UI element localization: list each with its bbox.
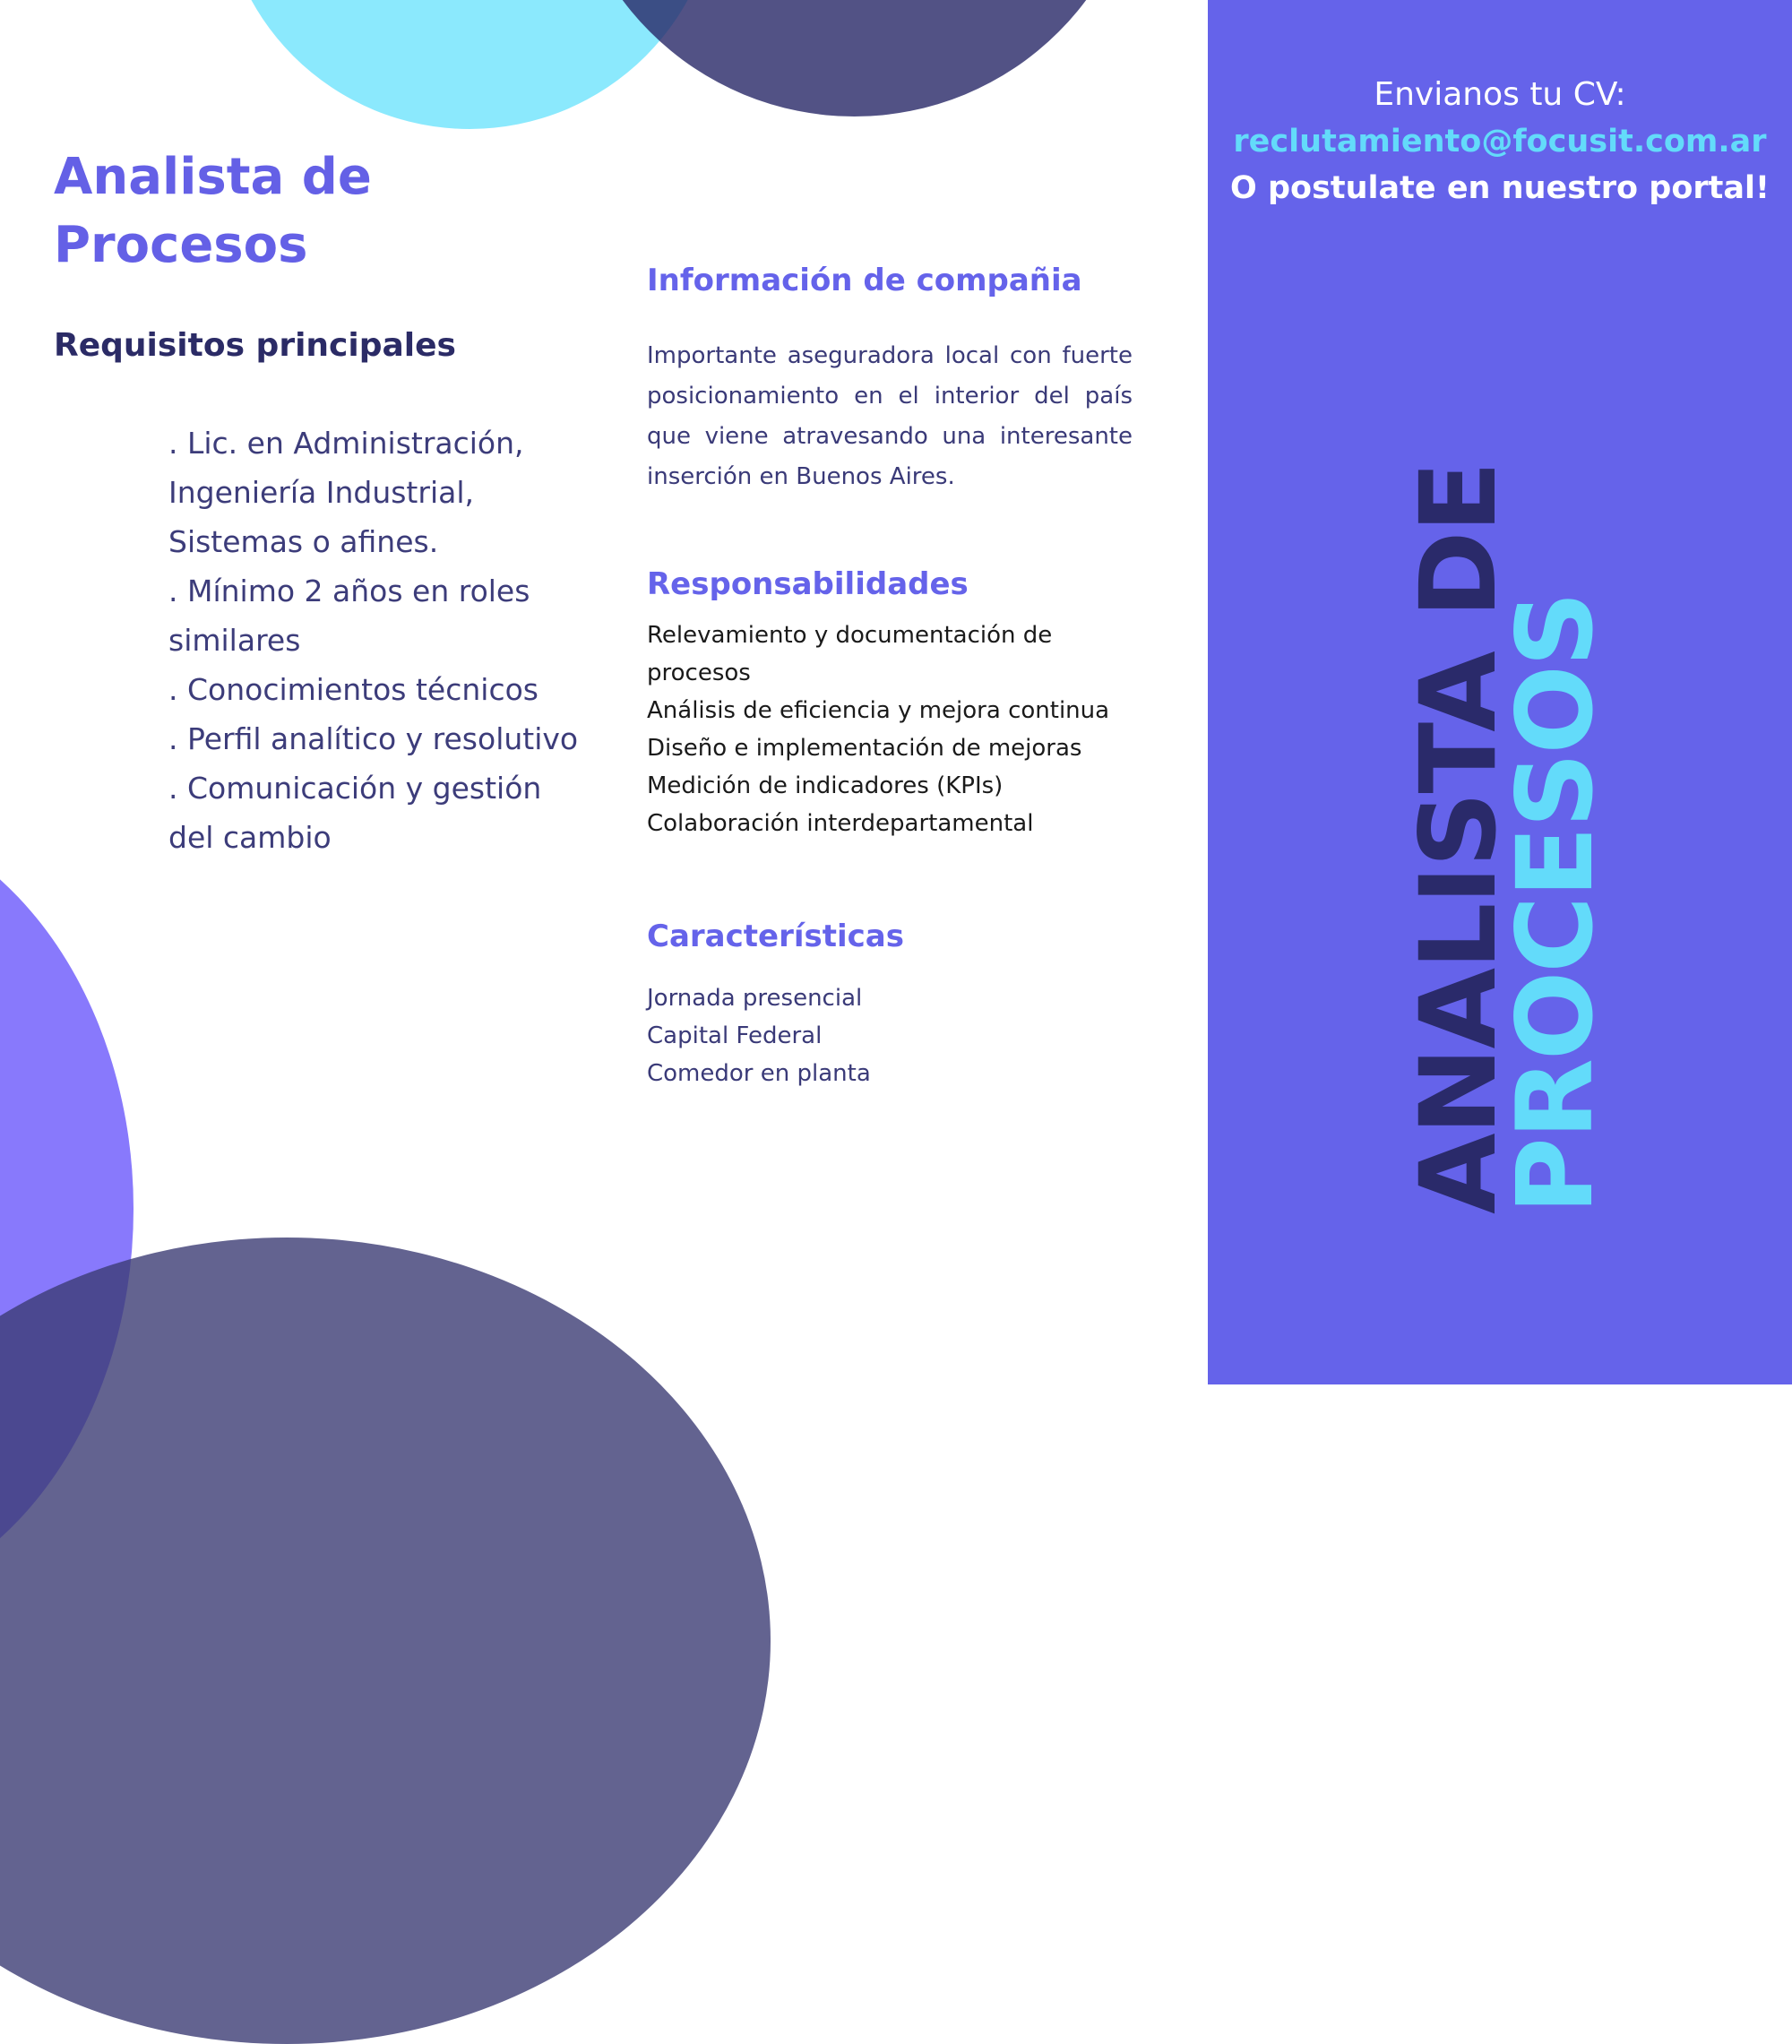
responsibilities-list bbox=[647, 617, 1149, 842]
responsibility-item: Análisis de eficiencia y mejora continua bbox=[647, 697, 1110, 724]
contact-email-link[interactable]: reclutamiento@focusit.com.ar bbox=[1233, 124, 1767, 160]
contact-block bbox=[1208, 72, 1792, 211]
job-title bbox=[54, 143, 372, 280]
contact-label: Envianos tu CV: bbox=[1374, 76, 1626, 113]
responsibility-item: Medición de indicadores (KPIs) bbox=[647, 772, 1004, 799]
job-title-line2: Procesos bbox=[54, 216, 308, 274]
requirement-item: . Perfil analítico y resolutivo bbox=[168, 721, 579, 756]
features-heading: Características bbox=[647, 919, 904, 954]
requirements-heading: Requisitos principales bbox=[54, 327, 456, 364]
decorative-circle-bottom-dark bbox=[0, 1238, 771, 2044]
requirement-item: . Conocimientos técnicos bbox=[168, 672, 538, 707]
responsibility-item: Colaboración interdepartamental bbox=[647, 810, 1034, 837]
company-description: Importante aseguradora local con fuerte posicionamiento en el interior del país que viene atravesando una interesante inserción en Buenos Aires. bbox=[647, 342, 1133, 490]
requirements-list bbox=[168, 418, 581, 862]
requirement-item: . Comunicación y gestión del cambio bbox=[168, 771, 542, 855]
sidebar-vertical-title bbox=[1397, 462, 1616, 1214]
feature-item: Jornada presencial bbox=[647, 985, 863, 1012]
requirement-item: . Mínimo 2 años en roles similares bbox=[168, 574, 530, 658]
responsibility-item: Relevamiento y documentación de procesos bbox=[647, 622, 1053, 686]
requirement-item: . Lic. en Administración, Ingeniería Industrial, Sistemas o afines. bbox=[168, 426, 524, 559]
responsibilities-heading: Responsabilidades bbox=[647, 566, 969, 602]
contact-portal-text: O postulate en nuestro portal! bbox=[1230, 170, 1770, 206]
feature-item: Comedor en planta bbox=[647, 1060, 871, 1087]
features-list bbox=[647, 979, 1149, 1092]
decorative-circle-dark bbox=[565, 0, 1143, 116]
sidebar-title-line2: PROCESOS bbox=[1494, 592, 1616, 1214]
responsibility-item: Diseño e implementación de mejoras bbox=[647, 735, 1082, 762]
sidebar-title-line1: ANALISTA DE bbox=[1397, 462, 1520, 1214]
company-heading: Información de compañia bbox=[647, 263, 1082, 298]
job-title-line1: Analista de bbox=[54, 148, 372, 206]
feature-item: Capital Federal bbox=[647, 1022, 823, 1049]
